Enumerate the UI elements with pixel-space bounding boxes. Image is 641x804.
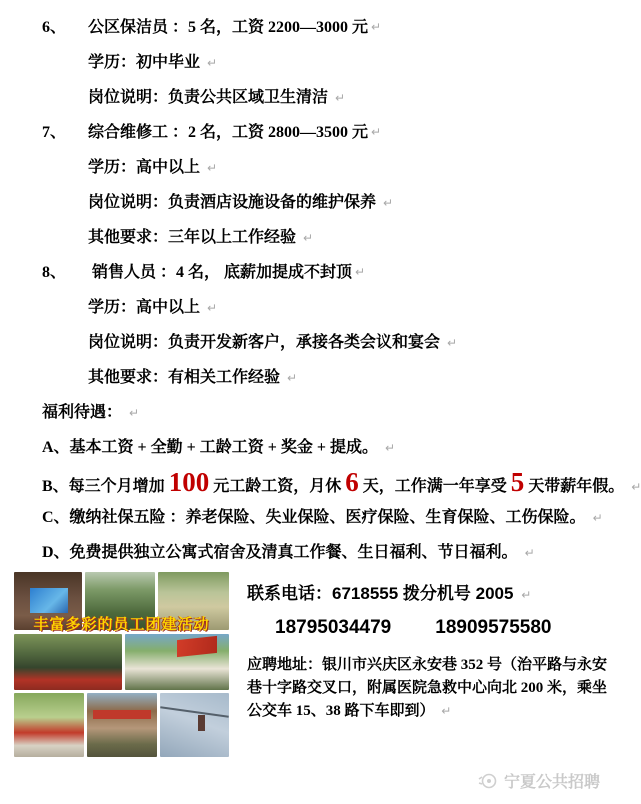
red-banner xyxy=(93,710,152,719)
paragraph-mark-icon: ↵ xyxy=(303,231,314,245)
welfare-item-text: 天带薪年假。 xyxy=(524,478,625,495)
job-title: 公区保洁员 ：5 名，工资 2200—3000 元 xyxy=(88,19,369,36)
watermark-logo-icon xyxy=(478,771,498,791)
paragraph-mark-icon: ↵ xyxy=(441,704,452,718)
job-title: 综合维修工 ：2 名，工资 2800—3500 元 xyxy=(88,124,369,141)
zipline-wire xyxy=(160,706,229,718)
welfare-item-a xyxy=(42,430,598,465)
highlight-number: 100 xyxy=(168,467,210,497)
apply-address xyxy=(247,654,609,723)
paragraph-mark-icon: ↵ xyxy=(592,511,603,525)
team-building-photo-collage xyxy=(14,572,229,762)
contact-phone-text: 联系电话：6718555 拨分机号 2005 xyxy=(247,584,514,603)
job-item-6 xyxy=(42,10,598,115)
paragraph-mark-icon: ↵ xyxy=(383,196,394,210)
watermark-text: 宁夏公共招聘 xyxy=(503,774,600,791)
job-detail: 学历：初中毕业 xyxy=(88,54,201,71)
photo-military-training xyxy=(87,693,157,757)
paragraph-mark-icon: ↵ xyxy=(447,336,458,350)
highlight-number: 5 xyxy=(510,467,525,497)
job-detail-line xyxy=(42,220,598,255)
contact-section xyxy=(229,572,616,762)
welfare-item-b xyxy=(42,465,641,500)
job-title-line xyxy=(42,10,598,45)
collage-caption: 丰富多彩的员工团建活动 xyxy=(33,616,210,633)
job-number: 8、 xyxy=(42,264,67,281)
job-item-7 xyxy=(42,115,598,255)
job-detail: 岗位说明：负责公共区域卫生清洁 xyxy=(88,89,329,106)
paragraph-mark-icon: ↵ xyxy=(287,371,298,385)
job-detail-line xyxy=(42,325,598,360)
job-detail-line xyxy=(42,360,598,395)
welfare-title-line xyxy=(42,395,598,430)
photo-group-with-banner xyxy=(14,634,122,690)
photo-group-with-red-flag xyxy=(125,634,229,690)
zipline-rider xyxy=(198,715,205,731)
welfare-item-text: D、免费提供独立公寓式宿舍及清真工作餐、生日福利、节日福利。 xyxy=(42,544,518,561)
job-detail: 岗位说明：负责酒店设施设备的维护保养 xyxy=(88,194,377,211)
job-detail-line xyxy=(42,45,598,80)
welfare-title: 福利待遇： xyxy=(42,404,123,421)
paragraph-mark-icon: ↵ xyxy=(207,161,218,175)
apply-address-text: 应聘地址：银川市兴庆区永安巷 352 号（治平路与永安巷十字路交叉口，附属医院急救中心向北 200 米，乘坐公交车 15、38 路下车即到） xyxy=(247,657,608,719)
welfare-item-text: 天，工作满一年享受 xyxy=(358,478,511,495)
paragraph-mark-icon: ↵ xyxy=(207,56,218,70)
paragraph-mark-icon: ↵ xyxy=(631,480,641,494)
job-title-line xyxy=(42,115,598,150)
job-item-8 xyxy=(42,255,598,395)
job-detail-line xyxy=(42,290,598,325)
job-detail: 岗位说明：负责开发新客户，承接各类会议和宴会 xyxy=(88,334,441,351)
job-detail: 其他要求：三年以上工作经验 xyxy=(88,229,297,246)
welfare-item-text: 元工龄工资，月休 xyxy=(209,478,346,495)
contact-phone-line xyxy=(247,579,610,604)
welfare-item-d xyxy=(42,535,598,570)
red-flag xyxy=(177,636,217,657)
welfare-item-c xyxy=(42,500,603,535)
job-title-line xyxy=(42,255,598,290)
mobile-number-1: 18795034479 xyxy=(275,617,392,638)
paragraph-mark-icon: ↵ xyxy=(524,546,535,560)
job-number: 6、 xyxy=(42,19,67,36)
paragraph-mark-icon: ↵ xyxy=(355,265,366,279)
photo-zipline xyxy=(160,693,229,757)
mobile-number-2: 18909575580 xyxy=(435,617,552,638)
watermark xyxy=(478,769,600,792)
contact-mobile-numbers xyxy=(247,617,610,639)
welfare-section xyxy=(42,395,641,570)
paragraph-mark-icon: ↵ xyxy=(207,301,218,315)
job-detail-line xyxy=(42,150,598,185)
job-detail: 学历：高中以上 xyxy=(88,299,201,316)
paragraph-mark-icon: ↵ xyxy=(335,91,346,105)
paragraph-mark-icon: ↵ xyxy=(385,441,396,455)
photo-group-by-trees xyxy=(14,693,84,757)
paragraph-mark-icon: ↵ xyxy=(371,125,382,139)
job-detail-line xyxy=(42,185,598,220)
welfare-item-text: C、缴纳社保五险 ：养老保险、失业保险、医疗保险、生育保险、工伤保险。 xyxy=(42,509,586,526)
job-title: 销售人员 ：4 名， 底薪加提成不封顶 xyxy=(88,264,353,281)
job-detail: 学历：高中以上 xyxy=(88,159,201,176)
job-detail-line xyxy=(42,80,598,115)
highlight-number: 6 xyxy=(345,467,359,497)
welfare-item-text: B、每三个月增加 xyxy=(42,478,169,495)
job-detail: 其他要求：有相关工作经验 xyxy=(88,369,281,386)
paragraph-mark-icon: ↵ xyxy=(521,588,532,602)
welfare-item-text: A、基本工资 + 全勤 + 工龄工资 + 奖金 + 提成。 xyxy=(42,439,379,456)
paragraph-mark-icon: ↵ xyxy=(129,406,140,420)
paragraph-mark-icon: ↵ xyxy=(371,20,382,34)
projection-screen xyxy=(30,588,67,612)
job-number: 7、 xyxy=(42,124,67,141)
bottom-section xyxy=(0,572,616,762)
